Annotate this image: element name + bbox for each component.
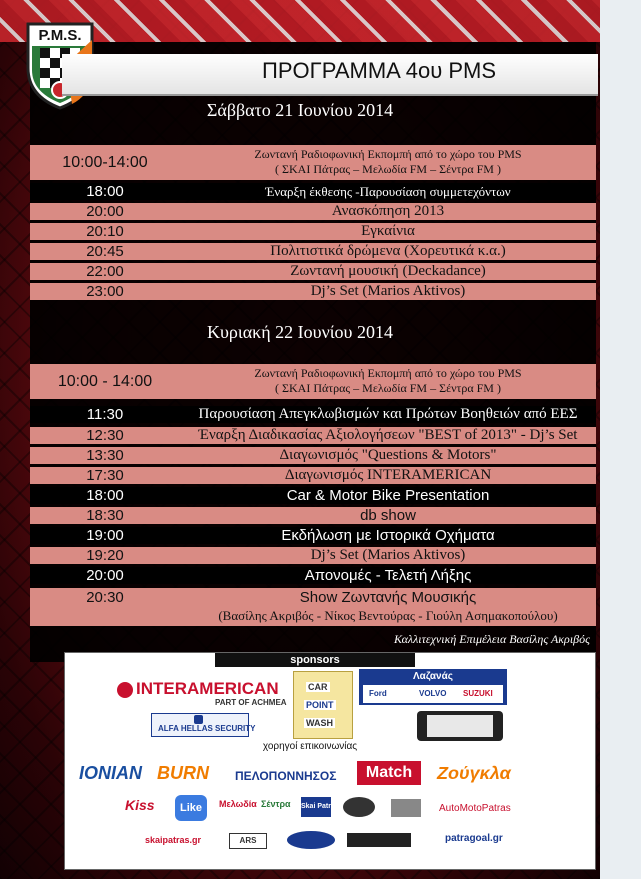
peloponnisos-logo: ΠΕΛΟΠΟΝΝΗΣΟΣ <box>235 769 337 783</box>
schedule-row <box>30 203 596 220</box>
skai-patras-logo: Skai Patras <box>301 797 331 817</box>
row-event: Dj’s Set (Marios Aktivos) <box>310 283 466 299</box>
row-time: 10:00 - 14:00 <box>57 373 153 390</box>
day2-heading: Κυριακή 22 Ιουνίου 2014 <box>207 322 393 342</box>
lazanas-logo <box>359 669 507 705</box>
row-time: 20:00 <box>86 567 124 584</box>
schedule-row <box>30 547 596 564</box>
row-event-line2: (Βασίλης Ακριβός - Νίκος Βεντούρας - Γιούλη Ασημακοπούλου) <box>218 608 558 623</box>
schedule-row <box>30 567 596 584</box>
row-event: Εγκαίνια <box>361 223 415 239</box>
patragoal-logo: patragoal.gr <box>445 833 503 844</box>
row-time: 20:00 <box>86 203 124 220</box>
row-time: 12:30 <box>86 427 124 444</box>
phone-screen <box>427 715 493 737</box>
row-time: 13:30 <box>86 447 124 464</box>
schedule-row <box>30 364 596 399</box>
alfa-text: ALFA HELLAS SECURITY <box>158 724 256 733</box>
row-event: Ανασκόπηση 2013 <box>331 203 445 219</box>
carpoint-line2: POINT <box>306 700 334 710</box>
ars-logo: ARS <box>229 833 267 849</box>
alfa-icon <box>194 715 203 724</box>
sponsors-heading: sponsors <box>215 653 415 667</box>
interamerican-sub: PART OF ACHMEA <box>215 698 287 707</box>
schedule-row <box>30 447 596 464</box>
badge-logo-icon <box>391 799 421 817</box>
schedule-row <box>30 507 596 524</box>
schedule-row <box>30 427 596 444</box>
row-time: 23:00 <box>86 283 124 300</box>
row-time: 18:30 <box>86 507 124 524</box>
ionian-logo: IONIAN <box>79 763 142 783</box>
like-logo: Like <box>175 795 207 821</box>
row-time: 18:00 <box>86 183 124 200</box>
row-event: Εκδήλωση με Ιστορικά Οχήματα <box>281 527 495 544</box>
title-bar <box>62 54 598 96</box>
row-event: Διαγωνισμός INTERAMERICAN <box>284 467 492 483</box>
schedule-row <box>30 406 596 423</box>
automotopatras-logo: AutoMotoPatras <box>439 803 511 814</box>
row-event-line1: Ζωντανή Ραδιοφωνική Εκπομπή από το χώρο του PMS <box>254 147 522 161</box>
row-time: 17:30 <box>86 467 124 484</box>
melodia-logo: Μελωδία <box>219 799 257 809</box>
lazanas-text: Λαζανάς <box>413 671 453 682</box>
row-event: db show <box>360 507 416 524</box>
interamerican-text: INTERAMERICAN <box>136 679 279 698</box>
row-time: 18:00 <box>86 487 124 504</box>
schedule-row <box>30 243 596 260</box>
row-time: 11:30 <box>86 406 124 423</box>
row-event <box>180 366 596 396</box>
phone-ad-image <box>417 711 503 741</box>
interamerican-mark-icon <box>117 682 133 698</box>
row-event: Car & Motor Bike Presentation <box>286 487 490 504</box>
schedule-row <box>30 223 596 240</box>
row-event: Έναρξη έκθεσης -Παρουσίαση συμμετεχόντων <box>265 184 511 199</box>
row-time: 19:20 <box>86 547 124 564</box>
row-event-line1: Show Ζωντανής Μουσικής <box>299 589 477 606</box>
lazanas-brands <box>363 685 503 703</box>
oval-logo-icon <box>287 831 335 849</box>
carpoint-line1: CAR <box>308 682 328 692</box>
credit-line: Καλλιτεχνική Επιμέλεια Βασίλης Ακριβός <box>393 632 590 646</box>
schedule-row <box>30 283 596 300</box>
row-time: 10:00-14:00 <box>62 154 148 171</box>
row-time: 19:00 <box>86 527 124 544</box>
kiss-logo: Kiss <box>125 797 155 813</box>
media-sponsors-heading: χορηγοί επικοινωνίας <box>205 741 415 753</box>
row-event-line2: ( ΣΚΑΙ Πάτρας – Μελωδία FM – Σέντρα FM ) <box>275 381 501 395</box>
sound-logo-icon <box>343 797 375 817</box>
schedule-row <box>30 487 596 504</box>
row-time: 22:00 <box>86 263 124 280</box>
match-logo: Match <box>357 761 421 785</box>
row-event <box>180 589 596 625</box>
row-event: Απονομές - Τελετή Λήξης <box>304 567 472 584</box>
row-event-line1: Ζωντανή Ραδιοφωνική Εκπομπή από το χώρο του PMS <box>254 366 522 380</box>
row-time: 20:30 <box>86 589 124 606</box>
skaipatras-gr-logo: skaipatras.gr <box>145 835 202 845</box>
schedule-row <box>30 183 596 200</box>
schedule-row <box>30 527 596 544</box>
schedule-row <box>30 467 596 484</box>
sentra-logo: Σέντρα <box>261 799 291 809</box>
page-title: ΠΡΟΓΡΑΜΜΑ 4ου PMS <box>262 58 497 83</box>
row-event <box>180 147 596 177</box>
row-time: 20:45 <box>86 243 124 260</box>
alfa-logo <box>151 713 256 737</box>
interamerican-logo <box>117 679 279 699</box>
row-event-line2: ( ΣΚΑΙ Πάτρας – Μελωδία FM – Σέντρα FM ) <box>275 162 501 176</box>
schedule-row <box>30 588 596 626</box>
row-event: Ζωντανή μουσική (Deckadance) <box>290 263 486 279</box>
brand-ford: Ford <box>369 689 387 698</box>
brand-volvo: VOLVO <box>419 689 447 698</box>
sponsors-box <box>64 652 596 870</box>
row-event: Dj’s Set (Marios Aktivos) <box>310 547 466 563</box>
carpoint-line3: WASH <box>306 718 333 728</box>
burn-logo: BURN <box>157 763 209 783</box>
schedule-row <box>30 145 596 180</box>
day1-heading: Σάββατο 21 Ιουνίου 2014 <box>206 100 394 120</box>
row-event: Πολιτιστικά δρώμενα (Χορευτικά κ.α.) <box>270 243 506 259</box>
row-event: Έναρξη Διαδικασίας Αξιολογήσεων "BEST of 2013" - Dj’s Set <box>198 427 578 443</box>
logo-text: P.M.S. <box>38 27 82 44</box>
row-time: 20:10 <box>86 223 124 240</box>
dark-banner-logo-icon <box>347 833 411 847</box>
row-event: Παρουσίαση Απεγκλωβισμών και Πρώτων Βοηθειών από ΕΕΣ <box>198 406 578 422</box>
brand-suzuki: SUZUKI <box>463 689 493 698</box>
zougla-logo: Ζούγκλα <box>437 763 511 783</box>
schedule-row <box>30 263 596 280</box>
carpoint-logo <box>293 671 353 739</box>
row-event: Διαγωνισμός "Questions & Motors" <box>279 447 497 463</box>
